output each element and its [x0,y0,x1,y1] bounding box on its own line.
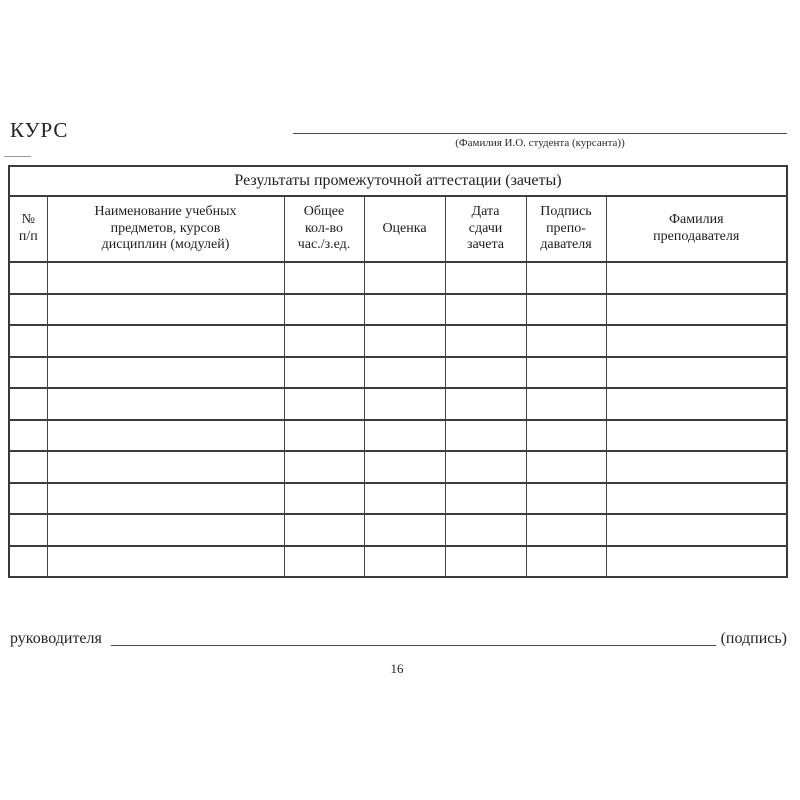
table-cell [364,451,445,483]
footer-signature-line [10,630,787,648]
table-cell [606,388,787,420]
table-cell [606,546,787,578]
table-cell [284,514,364,546]
table-cell [47,388,284,420]
table-cell [284,357,364,389]
table-cell [445,514,526,546]
course-label: КУРС [10,118,69,142]
table-cell [284,325,364,357]
column-header-signature: Подпись препо- давателя [526,196,606,262]
table-cell [526,388,606,420]
column-header-teacher-name: Фамилия преподавателя [606,196,787,262]
stray-mark [4,156,31,157]
table-cell [526,325,606,357]
column-header-subject: Наименование учебных предметов, курсов дисциплин (модулей) [47,196,284,262]
table-cell [9,357,47,389]
table-cell [364,514,445,546]
attestation-results-table [8,165,788,578]
table-cell [526,262,606,294]
table-cell [47,262,284,294]
table-cell [364,325,445,357]
student-name-caption: (Фамилия И.О. студента (курсанта)) [455,137,625,149]
table-cell [284,294,364,326]
table-cell [47,483,284,515]
table-cell [47,546,284,578]
table-row [9,420,787,452]
table-cell [9,388,47,420]
table-cell [526,483,606,515]
table-cell [284,546,364,578]
table-row [9,514,787,546]
table-row [9,546,787,578]
table-cell [606,420,787,452]
table-cell [606,483,787,515]
table-cell [364,294,445,326]
table-row [9,262,787,294]
table-cell [284,483,364,515]
table-cell [284,420,364,452]
table-title-row [9,166,787,196]
table-title: Результаты промежуточной аттестации (зачеты) [9,166,787,196]
table-cell [445,357,526,389]
table-cell [364,546,445,578]
table-cell [445,451,526,483]
signature-blank-line [111,632,716,646]
table-cell [364,483,445,515]
table-cell [606,514,787,546]
table-cell [606,262,787,294]
table-cell [526,514,606,546]
table-cell [445,546,526,578]
table-cell [526,294,606,326]
table-cell [9,514,47,546]
table-cell [47,294,284,326]
table-cell [445,325,526,357]
table-cell [526,357,606,389]
table-cell [9,546,47,578]
table-cell [445,483,526,515]
table-row [9,325,787,357]
footer-right-label: (подпись) [720,630,787,647]
table-cell [445,388,526,420]
table-cell [47,420,284,452]
table-row [9,388,787,420]
table-cell [364,357,445,389]
table-cell [284,451,364,483]
table-cell [526,451,606,483]
table-cell [9,420,47,452]
student-name-line [293,133,787,134]
table-row [9,483,787,515]
table-cell [47,514,284,546]
table-cell [364,388,445,420]
table-cell [9,294,47,326]
footer-left-label: руководителя [10,630,102,647]
table-row [9,451,787,483]
table-row [9,294,787,326]
table-cell [284,262,364,294]
table-cell [606,357,787,389]
column-header-grade: Оценка [364,196,445,262]
table-cell [526,546,606,578]
table-cell [606,451,787,483]
column-header-hours: Общее кол-во час./з.ед. [284,196,364,262]
table-cell [9,483,47,515]
table-cell [445,262,526,294]
table-cell [364,420,445,452]
table-body [9,262,787,577]
table-cell [9,325,47,357]
table-cell [364,262,445,294]
table-cell [47,325,284,357]
table-cell [526,420,606,452]
table-row [9,357,787,389]
table-cell [9,262,47,294]
column-header-number: № п/п [9,196,47,262]
table-cell [9,451,47,483]
table-cell [445,294,526,326]
table-cell [606,294,787,326]
table-cell [284,388,364,420]
column-header-date: Дата сдачи зачета [445,196,526,262]
page-number: 16 [390,661,404,676]
table-header-row [9,196,787,262]
table-cell [445,420,526,452]
table-cell [47,451,284,483]
table-cell [47,357,284,389]
table-cell [606,325,787,357]
